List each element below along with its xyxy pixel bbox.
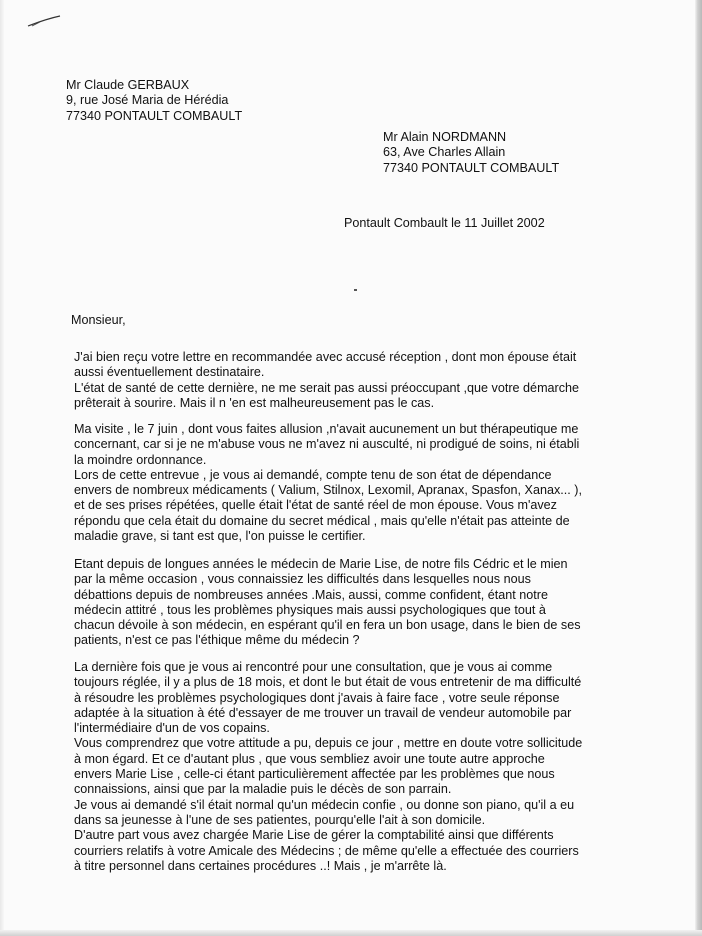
paragraph-line: et de ses prises répétées, quelle était l'état de santé réel de mon épouse. Vous m'avez bbox=[74, 498, 557, 513]
paragraph-line: la moindre ordonnance. bbox=[74, 452, 207, 467]
paragraph-line: J'ai bien reçu votre lettre en recommandée avec accusé réception , dont mon épouse était bbox=[74, 350, 577, 364]
sender-name: Mr Claude GERBAUX bbox=[66, 78, 190, 92]
paragraph-line: toujours réglée, il y a plus de 18 mois, et dont le but était de vous entretenir de ma difficulté bbox=[74, 675, 582, 690]
pen-mark bbox=[26, 14, 62, 28]
paragraph-line: répondu que cela était du domaine du secret médical , mais qu'elle n'était pas atteinte de bbox=[74, 513, 570, 528]
sender-address bbox=[66, 78, 242, 124]
page-right-edge bbox=[695, 0, 702, 936]
page-left-edge bbox=[0, 0, 4, 936]
paragraph-line: à titre personnel dans certaines procédures ..! Mais , je m'arrête là. bbox=[74, 858, 447, 873]
recipient-name: Mr Alain NORDMANN bbox=[383, 130, 507, 144]
paragraph-line: courriers relatifs à votre Amicale des Médecins ; de même qu'elle a effectuée des courriers bbox=[74, 843, 579, 858]
sender-city: 77340 PONTAULT COMBAULT bbox=[66, 108, 243, 123]
paragraph-line: L'état de santé de cette dernière, ne me serait pas aussi préoccupant ,que votre démarche bbox=[74, 380, 580, 395]
paragraph-1 bbox=[74, 350, 579, 411]
recipient-address bbox=[383, 130, 559, 176]
paragraph-line: Vous comprendrez que votre attitude a pu, depuis ce jour , mettre en doute votre sollicitude bbox=[74, 736, 583, 751]
paragraph-line: à mon égard. Et ce d'autant plus , que vous sembliez avoir une toute autre approche bbox=[74, 751, 545, 766]
paragraph-line: débattions depuis de nombreuses années .Mais, aussi, comme confident, étant notre bbox=[74, 587, 548, 602]
paragraph-line: à résoudre les problèmes psychologiques dont j'avais à faire face , votre seule réponse bbox=[74, 690, 560, 705]
paragraph-line: Je vous ai demandé s'il était normal qu'un médecin confie , ou donne son piano, qu'il a eu bbox=[74, 797, 575, 812]
recipient-city: 77340 PONTAULT COMBAULT bbox=[383, 160, 560, 175]
place-and-date: Pontault Combault le 11 Juillet 2002 bbox=[344, 216, 545, 230]
sender-street: 9, rue José Maria de Hérédia bbox=[66, 93, 229, 108]
paragraph-3 bbox=[74, 557, 581, 649]
paragraph-line: dans sa jeunesse à l'une de ses patientes, pourqu'elle l'ait à son domicile. bbox=[74, 812, 486, 827]
paragraph-line: chacun dévoile à son médecin, en espérant qu'il en fera un bon usage, dans le bien de ses bbox=[74, 618, 581, 633]
paragraph-line: maladie grave, si tant est que, l'on puisse le certifier. bbox=[74, 529, 366, 544]
recipient-street: 63, Ave Charles Allain bbox=[383, 145, 506, 160]
paragraph-line: Ma visite , le 7 juin , dont vous faites allusion ,n'avait aucunement un but thérapeutique me bbox=[74, 422, 579, 436]
paragraph-line: prêterait à sourire. Mais il n 'en est malheureusement pas le cas. bbox=[74, 395, 435, 410]
paragraph-line: aussi éventuellement destinataire. bbox=[74, 365, 265, 380]
paragraph-line: Etant depuis de longues années le médecin de Marie Lise, de notre fils Cédric et le mien bbox=[74, 557, 568, 571]
paragraph-line: adaptée à la situation à été d'essayer de me trouver un travail de vendeur automobile par bbox=[74, 705, 572, 720]
paragraph-4 bbox=[74, 660, 582, 874]
paragraph-line: concernant, car si je ne m'abuse vous ne m'avez ni ausculté, ni prodigué de soins, ni établi bbox=[74, 437, 580, 452]
paragraph-line: patients, n'est ce pas l'éthique même du médecin ? bbox=[74, 633, 360, 648]
paragraph-line: envers Marie Lise , celle-ci étant particulièrement affectée par les problèmes que nous bbox=[74, 767, 555, 782]
paragraph-line: médecin attitré , tous les problèmes physiques mais aussi psychologiques que tout à bbox=[74, 602, 546, 617]
scan-speck bbox=[354, 289, 357, 291]
paragraph-2 bbox=[74, 422, 582, 544]
paragraph-line: connaissions, ainsi que par la maladie puis le décès de son parrain. bbox=[74, 782, 452, 797]
salutation: Monsieur, bbox=[71, 313, 126, 327]
paragraph-line: envers de nombreux médicaments ( Valium, Stilnox, Lexomil, Apranax, Spasfon, Xanax... ), bbox=[74, 483, 582, 498]
paragraph-line: par la même occasion , vous connaissiez les difficultés dans lesquelles nous nous bbox=[74, 572, 531, 587]
paragraph-line: La dernière fois que je vous ai rencontré pour une consultation, que je vous ai comme bbox=[74, 660, 553, 674]
page-bottom-edge bbox=[0, 930, 702, 936]
paragraph-line: Lors de cette entrevue , je vous ai demandé, compte tenu de son état de dépendance bbox=[74, 467, 552, 482]
paragraph-line: D'autre part vous avez chargée Marie Lise de gérer la comptabilité ainsi que différents bbox=[74, 828, 554, 843]
paragraph-line: l'intermédiaire d'un de vos copains. bbox=[74, 721, 270, 736]
